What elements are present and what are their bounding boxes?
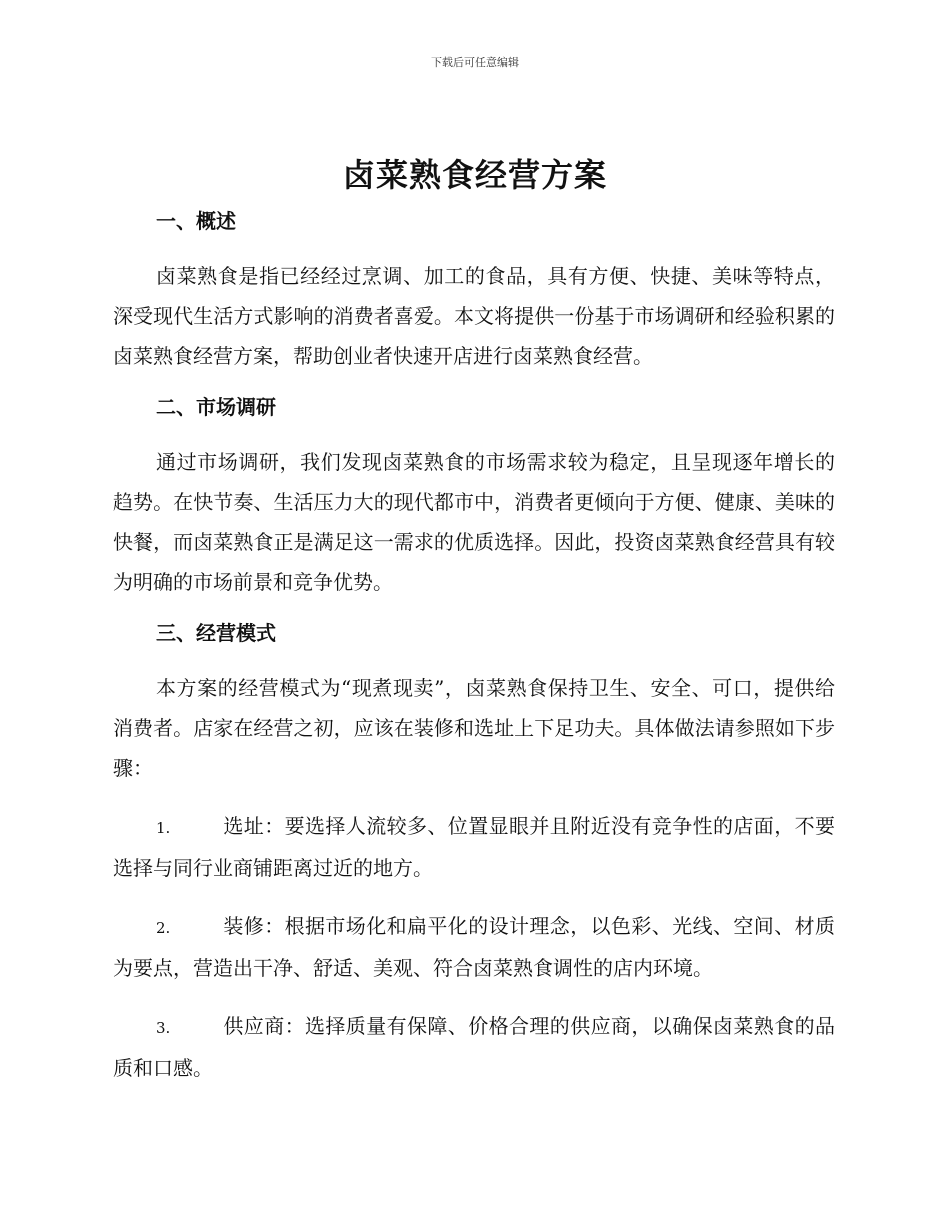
list-item-number: 2. (156, 919, 171, 937)
section-market-research (113, 388, 835, 602)
section-paragraph: 卤菜熟食是指已经经过烹调、加工的食品，具有方便、快捷、美味等特点，深受现代生活方式影响的消费者喜爱。本文将提供一份基于市场调研和经验积累的卤菜熟食经营方案，帮助创业者快速开店进行卤菜熟食经营。 (113, 264, 835, 368)
section-business-model (113, 614, 835, 788)
header-note: 下载后可任意编辑 (431, 56, 519, 69)
list-item (113, 806, 835, 888)
list-item-text: 选址：要选择人流较多、位置显眼并且附近没有竞争性的店面，不要选择与同行业商铺距离过近的地方。 (113, 814, 835, 880)
section-heading: 一、概述 (156, 209, 236, 233)
list-item (113, 1006, 835, 1088)
list-item-text: 装修：根据市场化和扁平化的设计理念，以色彩、光线、空间、材质为要点，营造出干净、舒适、美观、符合卤菜熟食调性的店内环境。 (113, 914, 835, 980)
section-overview (113, 202, 835, 376)
section-paragraph: 通过市场调研，我们发现卤菜熟食的市场需求较为稳定，且呈现逐年增长的趋势。在快节奏、生活压力大的现代都市中，消费者更倾向于方便、健康、美味的快餐，而卤菜熟食正是满足这一需求的优质选择。因此，投资卤菜熟食经营具有较为明确的市场前景和竞争优势。 (113, 450, 835, 594)
document-title: 卤菜熟食经营方案 (342, 156, 607, 194)
section-paragraph: 本方案的经营模式为“现煮现卖”，卤菜熟食保持卫生、安全、可口，提供给消费者。店家在经营之初，应该在装修和选址上下足功夫。具体做法请参照如下步骤： (113, 676, 835, 780)
list-item-text: 供应商：选择质量有保障、价格合理的供应商，以确保卤菜熟食的品质和口感。 (113, 1014, 835, 1080)
document-body (113, 200, 835, 1088)
section-heading: 二、市场调研 (156, 395, 276, 419)
list-item-number: 3. (156, 1019, 171, 1037)
list-item (113, 906, 835, 988)
section-heading: 三、经营模式 (156, 621, 276, 645)
list-item-number: 1. (156, 819, 171, 837)
